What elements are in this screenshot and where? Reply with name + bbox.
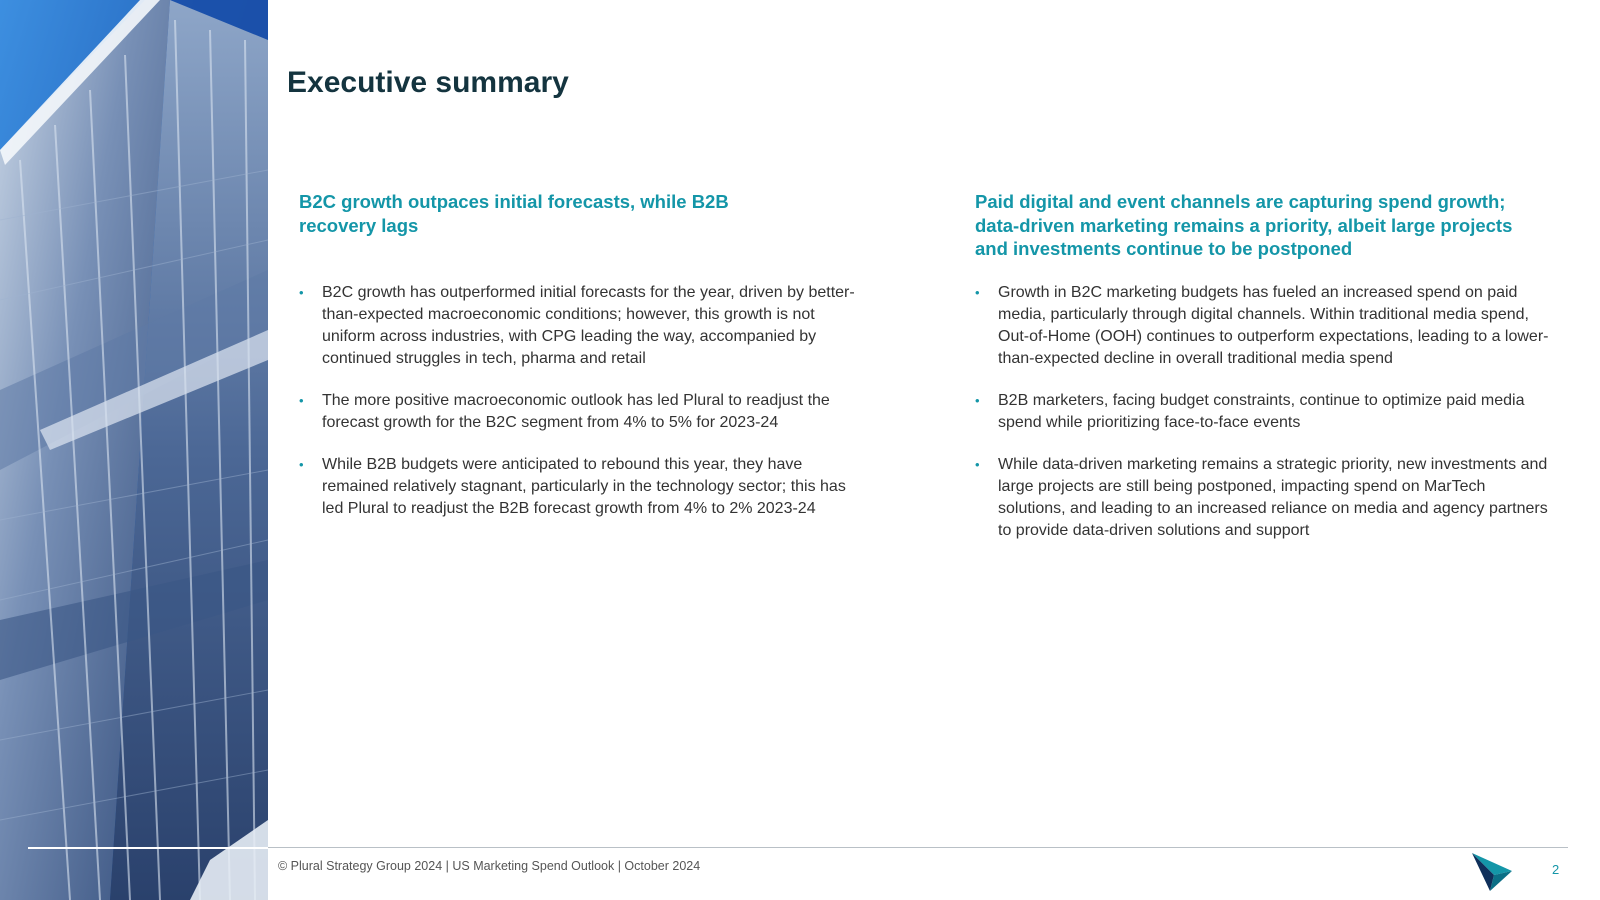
footer-divider <box>268 847 1568 848</box>
bullet-text: While data-driven marketing remains a strategic priority, new investments and large projects are still being postponed, impacting spend on MarTech solutions, and leading to an increased reliance on media and agency partners to provide data-driven solutions and support <box>998 456 1548 539</box>
right-column <box>975 190 1550 539</box>
list-item <box>975 454 1550 542</box>
plural-arrow-logo-icon <box>1472 853 1512 891</box>
bullet-icon: • <box>299 393 304 408</box>
bullet-text: While B2B budgets were anticipated to rebound this year, they have remained relatively stagnant, particularly in the technology sector; this has led Plural to readjust the B2B forecast growth from 4% to 2% 2023-24 <box>322 456 846 517</box>
page-number: 2 <box>1552 862 1560 877</box>
list-item <box>299 390 859 434</box>
bullet-icon: • <box>975 393 980 408</box>
list-item <box>975 282 1550 370</box>
bullet-icon: • <box>299 285 304 300</box>
page-title: Executive summary <box>287 66 569 99</box>
right-bullet-list <box>975 282 1550 562</box>
photo-divider <box>28 847 268 849</box>
left-bullet-list <box>299 282 859 540</box>
left-column <box>299 190 859 517</box>
bullet-text: B2C growth has outperformed initial forecasts for the year, driven by better-than-expected macroeconomic conditions; however, this growth is not uniform across industries, with CPG leading the way, accompanied by continued struggles in tech, pharma and retail <box>322 284 855 367</box>
list-item <box>975 390 1550 434</box>
list-item <box>299 454 859 520</box>
footer-copyright: © Plural Strategy Group 2024 | US Marketing Spend Outlook | October 2024 <box>278 859 701 873</box>
bullet-text: The more positive macroeconomic outlook has led Plural to readjust the forecast growth for the B2C segment from 4% to 5% for 2023-24 <box>322 392 830 431</box>
left-column-heading: B2C growth outpaces initial forecasts, while B2B recovery lags <box>299 191 729 236</box>
building-photo <box>0 0 268 900</box>
bullet-text: Growth in B2C marketing budgets has fueled an increased spend on paid media, particularly through digital channels. Within traditional media spend, Out-of-Home (OOH) continues to outperform expectations, leading to a lower-than-expected decline in overall traditional media spend <box>998 284 1549 367</box>
bullet-icon: • <box>975 457 980 472</box>
bullet-icon: • <box>975 285 980 300</box>
list-item <box>299 282 859 370</box>
right-column-heading: Paid digital and event channels are capturing spend growth; data-driven marketing remains a priority, albeit large projects and investments continue to be postponed <box>975 191 1513 259</box>
bullet-icon: • <box>299 457 304 472</box>
bullet-text: B2B marketers, facing budget constraints, continue to optimize paid media spend while prioritizing face-to-face events <box>998 392 1525 431</box>
